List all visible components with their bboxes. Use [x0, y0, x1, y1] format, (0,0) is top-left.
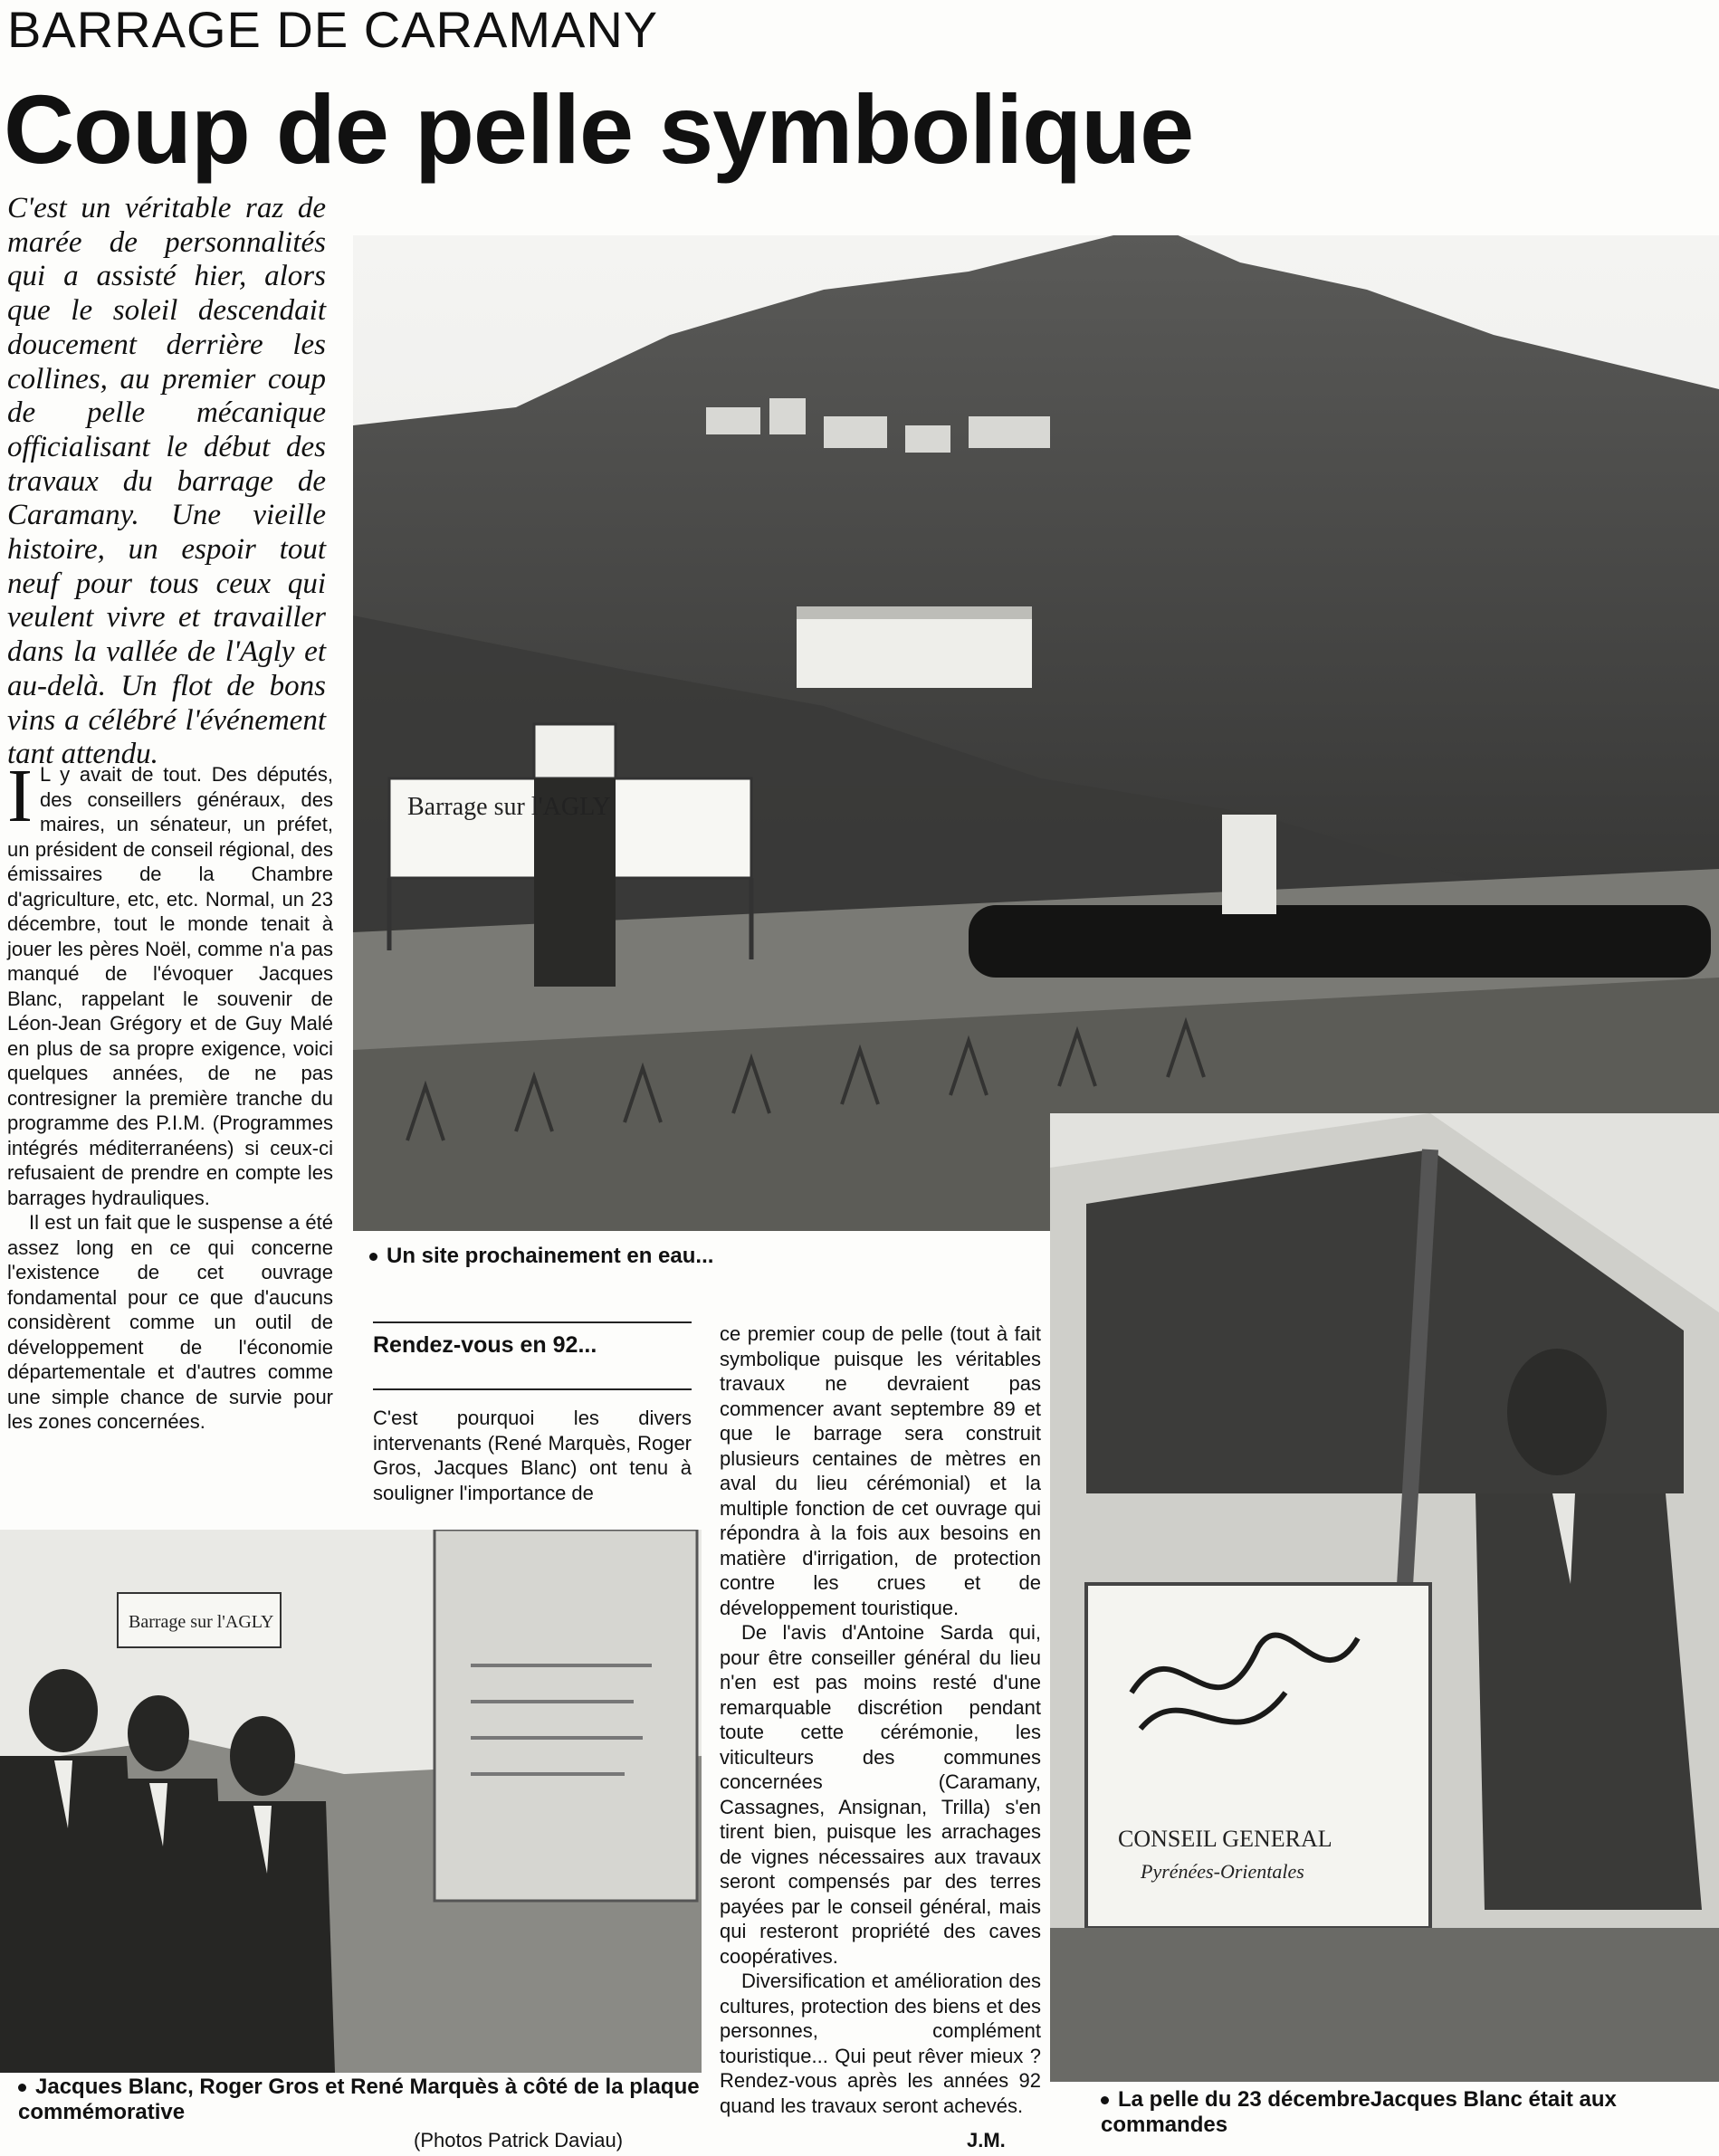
signature: J.M. [967, 2129, 1006, 2151]
photo-site [353, 235, 1719, 1231]
caption-plaque [18, 2075, 706, 2125]
rule-bottom [373, 1388, 692, 1390]
caption-plaque-text: Jacques Blanc, Roger Gros et René Marquès à côté de la plaque commémorative [18, 2075, 700, 2124]
caption-bullet-icon [18, 2084, 26, 2092]
kicker: BARRAGE DE CARAMANY [7, 1, 659, 58]
column-1 [7, 754, 333, 1435]
photo-pelle-image [1050, 1113, 1719, 2082]
chapo: C'est un véritable raz de marée de personnalités qui a assisté hier, alors que le soleil descendait doucement derrière les collines, au premier coup de pelle mécanique officialisant le début des travaux du barrage de Caramany. Une vieille histoire, un espoir tout neuf pour tous ceux qui veulent vivre et travailler dans la vallée de l'Agly et au-delà. Un flot de bons vins a célébré l'événement tant attendu. [7, 192, 326, 771]
caption-pelle-text: La pelle du 23 décembreJacques Blanc était aux commandes [1101, 2087, 1617, 2137]
column-2-paragraph-1: C'est pourquoi les divers intervenants (René Marquès, Roger Gros, Jacques Blanc) ont tenu à souligner l'importance de [373, 1407, 692, 1504]
column-1-paragraph-1-text: L y avait de tout. Des députés, des conseillers généraux, des maires, un sénateur, un préfet, un président de conseil régional, des émissaires de la Chambre d'agriculture, etc, etc. Normal, un 23 décembre, tout le monde tenait à jouer les pères Noël, comme n'a pas manqué de l'évoquer Jacques Blanc, rappelant le souvenir de Léon-Jean Grégory et de Guy Malé en plus de sa propre exigence, voici quelques années, de ne pas contresigner la première tranche du programme des P.I.M. (Programmes intégrés méditerranéens) si ceux-ci refusaient de prendre en compte les barrages hydrauliques. [7, 763, 333, 1209]
caption-pelle [1101, 2087, 1719, 2138]
column-3 [720, 1321, 1041, 2118]
column-1-paragraph-2: Il est un fait que le suspense a été assez long en ce qui concerne l'existence de cet ouvrage fondamental pour ce que d'aucuns considèrent comme un outil de développement de l'économie départementale et d'autres comme une simple chance de survie pour les zones concernées. [7, 1211, 333, 1433]
photo-site-image [353, 235, 1719, 1231]
door-text-1: CONSEIL GENERAL [1118, 1826, 1332, 1852]
photo-pelle [1050, 1113, 1719, 2082]
photo-credit: (Photos Patrick Daviau) [414, 2129, 624, 2151]
column-3-paragraph-3: Diversification et amélioration des cultures, protection des biens et des personnes, complément touristique... Qui peut rêver mieux ? Rendez-vous après les années 92 quand les travaux seront achevés. [720, 1970, 1041, 2117]
caption-site-text: Un site prochainement en eau... [387, 1244, 714, 1268]
column-3-paragraph-1: ce premier coup de pelle (tout à fait symbolique puisque les véritables travaux ne devraient pas commencer avant septembre 89 et que le barrage sera construit plusieurs centaines de mètres en aval du lieu cérémonial) et la multiple fonction de cet ouvrage qui répondra à la fois aux besoins en matière d'irrigation, de protection contre les crues et de développement touristique. [720, 1322, 1041, 1619]
caption-site [369, 1244, 1057, 1269]
column-3-paragraph-2: De l'avis d'Antoine Sarda qui, pour être conseiller général du lieu n'en est pas moins resté d'une remarquable discrétion pendant toute cette cérémonie, les viticulteurs des communes concernées (Caramany, Cassagnes, Ansignan, Trilla) s'en tirent bien, puisque les arrachages de vignes nécessaires aux travaux seront compensés par des terres payées par le conseil général, mais qui resteront propriété des caves coopératives. [720, 1621, 1041, 1968]
subhead: Rendez-vous en 92... [373, 1332, 597, 1358]
plaque-sign-text: Barrage sur l'AGLY [129, 1612, 274, 1632]
rule-top [373, 1321, 692, 1323]
dropcap: I [7, 754, 33, 838]
caption-bullet-icon [369, 1253, 377, 1261]
caption-bullet-icon [1101, 2096, 1109, 2104]
column-1-paragraph-1 [7, 754, 333, 1210]
photo-plaque [0, 1530, 702, 2073]
door-text-2: Pyrénées-Orientales [1141, 1860, 1304, 1883]
site-sign-text: Barrage sur l'AGLY [407, 793, 611, 821]
headline: Coup de pelle symbolique [4, 74, 1194, 184]
column-2 [373, 1406, 692, 1505]
photo-plaque-image [0, 1530, 702, 2073]
